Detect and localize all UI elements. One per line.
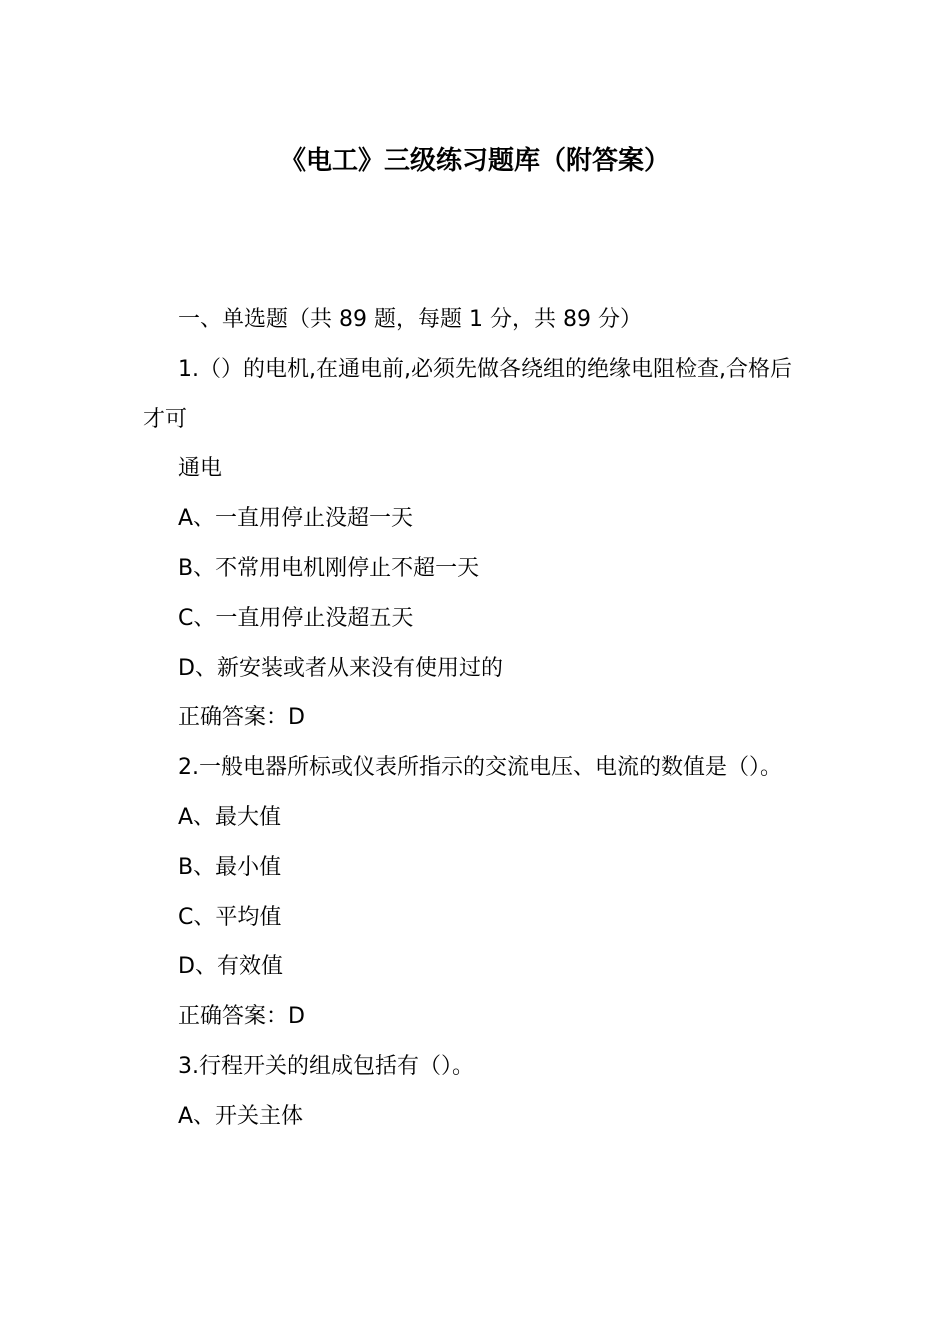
question-1-option-b: B、不常用电机刚停止不超一天 xyxy=(178,555,480,581)
document-title: 《电工》三级练习题库（附答案） xyxy=(279,146,670,176)
question-2-option-d: D、有效值 xyxy=(178,954,283,980)
question-1-option-a: A、一直用停止没超一天 xyxy=(178,506,414,532)
question-3-text: 3.行程开关的组成包括有（）。 xyxy=(178,1053,474,1079)
question-2-option-c: C、平均值 xyxy=(178,904,282,930)
question-2-option-b: B、最小值 xyxy=(178,854,282,880)
question-1-answer: 正确答案：D xyxy=(178,705,305,731)
question-3-option-a: A、开关主体 xyxy=(178,1103,304,1129)
section-heading: 一、单选题（共 89 题，每题 1 分，共 89 分） xyxy=(178,307,642,332)
question-1-text: 1.（）的电机,在通电前,必须先做各绕组的绝缘电阻检查,合格后才可 xyxy=(143,356,792,432)
question-2-text: 2.一般电器所标或仪表所指示的交流电压、电流的数值是（）。 xyxy=(178,755,782,781)
question-1-option-c: C、一直用停止没超五天 xyxy=(178,605,414,631)
question-2-option-a: A、最大值 xyxy=(178,804,282,830)
question-1-text-continued: 通电 xyxy=(178,456,223,482)
question-1-option-d: D、新安装或者从来没有使用过的 xyxy=(178,655,503,681)
question-2-answer: 正确答案：D xyxy=(178,1004,305,1030)
document-body xyxy=(143,295,813,1142)
